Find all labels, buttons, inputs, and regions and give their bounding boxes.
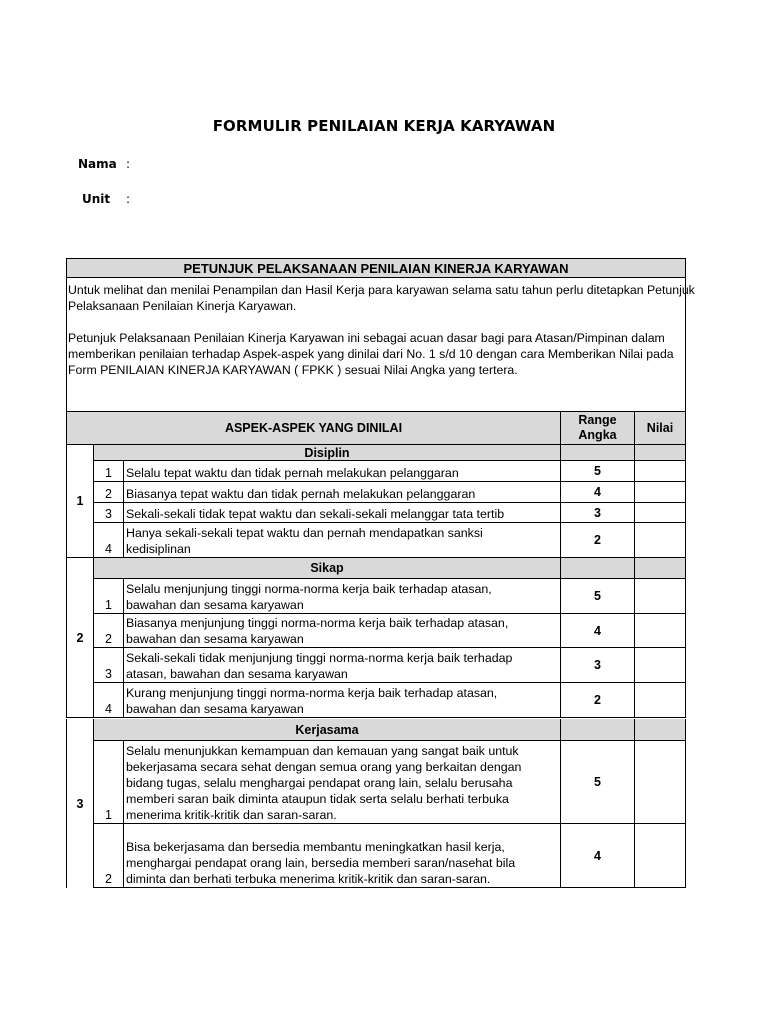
item-nilai-field[interactable] <box>634 683 686 718</box>
item-nilai-field[interactable] <box>634 523 686 558</box>
section-number: 1 <box>66 445 93 558</box>
section-nilai-blank <box>634 445 686 461</box>
item-description <box>123 523 560 558</box>
section-name: Sikap <box>93 558 560 579</box>
item-range-score: 4 <box>560 614 634 648</box>
item-number-text: 3 <box>105 507 112 521</box>
item-number-text: 1 <box>105 466 112 480</box>
item-range-score: 4 <box>560 824 634 888</box>
instruction-line: Form PENILAIAN KINERJA KARYAWAN ( FPKK ) sesuai Nilai Angka yang tertera. <box>68 363 518 377</box>
unit-label: Unit <box>82 192 111 206</box>
section-range-blank <box>560 558 634 579</box>
header-range-line1: Range <box>578 413 617 427</box>
instructions-heading: PETUNJUK PELAKSANAAN PENILAIAN KINERJA KARYAWAN <box>66 258 686 278</box>
item-description-line: diminta dan berhati terbuka menerima kritik-kritik dan saran-saran. <box>126 872 491 886</box>
header-range <box>560 411 634 445</box>
item-number-text: 1 <box>105 808 112 822</box>
item-number <box>93 579 123 614</box>
item-range-score: 2 <box>560 523 634 558</box>
item-description <box>123 648 560 683</box>
instruction-line: Untuk melihat dan menilai Penampilan dan Hasil Kerja para karyawan selama satu tahun perlu ditetapkan Petunjuk <box>68 283 695 297</box>
item-description-line: bawahan dan sesama karyawan <box>126 702 304 716</box>
item-description-line: Hanya sekali-sekali tepat waktu dan pernah mendapatkan sanksi <box>126 526 483 540</box>
item-description-line: bekerjasama secara sehat dengan semua orang yang berkaitan dengan <box>126 760 522 774</box>
item-number <box>93 683 123 718</box>
item-range-score: 5 <box>560 461 634 482</box>
item-number <box>93 523 123 558</box>
item-number-text: 2 <box>105 487 112 501</box>
item-nilai-field[interactable] <box>634 461 686 482</box>
item-number-text: 1 <box>105 598 112 612</box>
item-description <box>123 579 560 614</box>
instruction-line: memberikan penilaian terhadap Aspek-aspek yang dinilai dari No. 1 s/d 10 dengan cara Memberikan Nilai pada <box>68 347 674 361</box>
nama-colon: : <box>126 157 131 171</box>
header-aspek: ASPEK-ASPEK YANG DINILAI <box>66 411 560 445</box>
item-nilai-field[interactable] <box>634 741 686 824</box>
form-title: FORMULIR PENILAIAN KERJA KARYAWAN <box>212 117 556 135</box>
item-number-text: 4 <box>105 542 112 556</box>
header-range-line2: Angka <box>578 428 617 442</box>
item-description <box>123 614 560 648</box>
item-range-score: 5 <box>560 741 634 824</box>
header-nilai: Nilai <box>634 411 686 445</box>
item-description-line: Selalu tepat waktu dan tidak pernah melakukan pelanggaran <box>126 466 459 480</box>
item-description-line: atasan, bawahan dan sesama karyawan <box>126 667 348 681</box>
item-number-text: 2 <box>105 872 112 886</box>
instruction-line: Pelaksanaan Penilaian Kinerja Karyawan. <box>68 299 297 313</box>
item-description <box>123 824 560 888</box>
item-number <box>93 482 123 503</box>
item-range-score: 3 <box>560 503 634 523</box>
item-description-line: bawahan dan sesama karyawan <box>126 632 304 646</box>
item-description-line: Bisa bekerjasama dan bersedia membantu meningkatkan hasil kerja, <box>126 840 505 854</box>
item-description-line: Biasanya menjunjung tinggi norma-norma kerja baik terhadap atasan, <box>126 616 509 630</box>
item-range-score: 5 <box>560 579 634 614</box>
item-number <box>93 461 123 482</box>
section-range-blank <box>560 719 634 741</box>
instruction-line: Petunjuk Pelaksanaan Penilaian Kinerja Karyawan ini sebagai acuan dasar bagi para Atasan/Pimpinan dalam <box>68 331 665 345</box>
item-description-line: menerima kritik-kritik dan saran-saran. <box>126 808 337 822</box>
section-number: 2 <box>66 558 93 718</box>
item-description-line: Selalu menunjukkan kemampuan dan kemauan yang sangat baik untuk <box>126 744 519 758</box>
nama-label: Nama <box>78 157 117 171</box>
item-description-line: Biasanya tepat waktu dan tidak pernah melakukan pelanggaran <box>126 487 476 501</box>
item-description-line: menghargai pendapat orang lain, bersedia memberi saran/nasehat bila <box>126 856 516 870</box>
item-range-score: 3 <box>560 648 634 683</box>
item-description-line: Sekali-sekali tidak menjunjung tinggi norma-norma kerja baik terhadap <box>126 651 513 665</box>
item-number-text: 2 <box>105 632 112 646</box>
item-description <box>123 461 560 482</box>
item-description <box>123 741 560 824</box>
item-nilai-field[interactable] <box>634 824 686 888</box>
item-description-line: Sekali-sekali tidak tepat waktu dan sekali-sekali melanggar tata tertib <box>126 507 505 521</box>
item-description-line: bidang tugas, selalu menghargai pendapat orang lain, selalu berusaha <box>126 776 513 790</box>
section-range-blank <box>560 445 634 461</box>
item-nilai-field[interactable] <box>634 614 686 648</box>
item-description-line: bawahan dan sesama karyawan <box>126 598 304 612</box>
unit-colon: : <box>126 192 131 206</box>
item-description <box>123 482 560 503</box>
item-number <box>93 503 123 523</box>
item-description-line: memberi saran baik diminta ataupun tidak serta selalu berhati terbuka <box>126 792 509 806</box>
section-nilai-blank <box>634 719 686 741</box>
section-name: Kerjasama <box>93 719 560 741</box>
item-nilai-field[interactable] <box>634 648 686 683</box>
item-description-line: kedisiplinan <box>126 542 191 556</box>
item-number <box>93 741 123 824</box>
item-nilai-field[interactable] <box>634 482 686 503</box>
item-number-text: 4 <box>105 702 112 716</box>
item-nilai-field[interactable] <box>634 503 686 523</box>
item-number <box>93 824 123 888</box>
item-number <box>93 614 123 648</box>
section-number: 3 <box>66 719 93 888</box>
item-nilai-field[interactable] <box>634 579 686 614</box>
item-description <box>123 503 560 523</box>
item-number-text: 3 <box>105 667 112 681</box>
section-nilai-blank <box>634 558 686 579</box>
section-name: Disiplin <box>93 445 560 461</box>
item-number <box>93 648 123 683</box>
item-description-line: Selalu menjunjung tinggi norma-norma kerja baik terhadap atasan, <box>126 582 492 596</box>
item-description <box>123 683 560 718</box>
instructions-body <box>66 278 695 411</box>
item-range-score: 4 <box>560 482 634 503</box>
item-range-score: 2 <box>560 683 634 718</box>
item-description-line: Kurang menjunjung tinggi norma-norma kerja baik terhadap atasan, <box>126 686 498 700</box>
